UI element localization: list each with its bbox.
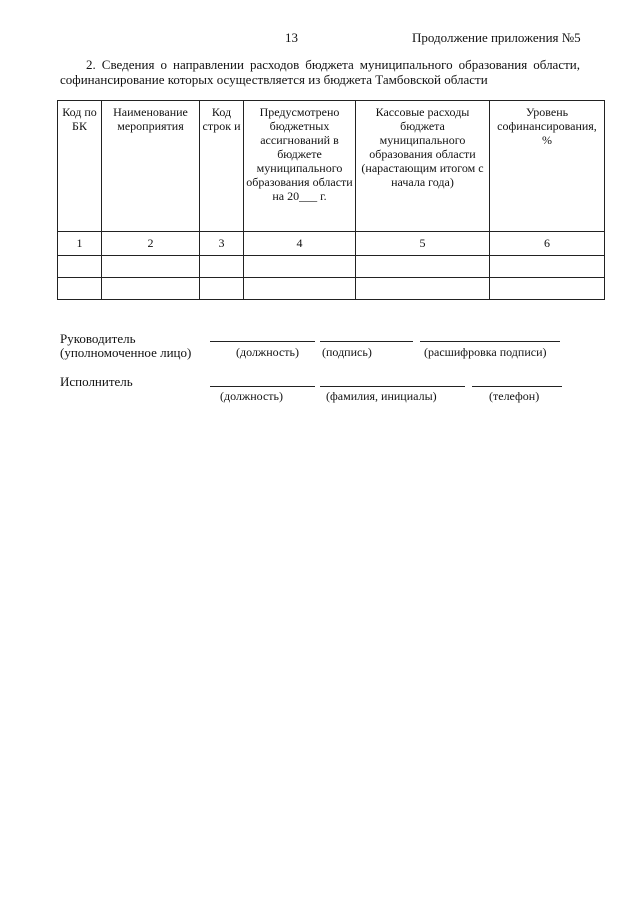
executor-name-line[interactable] bbox=[320, 386, 465, 387]
table-cell[interactable] bbox=[102, 256, 200, 278]
head-label: Руководитель bbox=[60, 331, 136, 346]
table-header-row bbox=[58, 101, 605, 232]
executor-name-caption: (фамилия, инициалы) bbox=[326, 389, 437, 403]
executor-phone-caption: (телефон) bbox=[489, 389, 540, 403]
head-signature-line[interactable] bbox=[320, 341, 413, 342]
table-row bbox=[58, 232, 605, 256]
header-cash-expenses: Кассовые расходы бюджета муниципального образования области (нарастающим итогом с начала года) bbox=[356, 101, 490, 232]
header-cofinancing-level: Уровень софинансирования, % bbox=[490, 101, 605, 232]
table-row bbox=[58, 278, 605, 300]
section-title-line-1: 2. Сведения о направлении расходов бюджета муниципального образования области, bbox=[86, 57, 580, 72]
column-number: 2 bbox=[102, 232, 200, 256]
table-cell[interactable] bbox=[490, 256, 605, 278]
column-number: 1 bbox=[58, 232, 102, 256]
table-cell[interactable] bbox=[58, 256, 102, 278]
column-number: 6 bbox=[490, 232, 605, 256]
table-row bbox=[58, 256, 605, 278]
section-title bbox=[60, 57, 580, 87]
head-position-line[interactable] bbox=[210, 341, 315, 342]
table-cell[interactable] bbox=[244, 256, 356, 278]
column-number: 4 bbox=[244, 232, 356, 256]
header-row-code: Код строк и bbox=[200, 101, 244, 232]
table-cell[interactable] bbox=[356, 256, 490, 278]
executor-position-caption: (должность) bbox=[220, 389, 283, 403]
table-cell[interactable] bbox=[200, 278, 244, 300]
executor-position-line[interactable] bbox=[210, 386, 315, 387]
column-number: 5 bbox=[356, 232, 490, 256]
continuation-heading: Продолжение приложения №5 bbox=[412, 30, 581, 45]
column-number: 3 bbox=[200, 232, 244, 256]
section-title-line-2: софинансирование которых осуществляется из бюджета Тамбовской области bbox=[60, 72, 488, 87]
head-position-caption: (должность) bbox=[236, 345, 299, 359]
head-signature-caption: (подпись) bbox=[322, 345, 372, 359]
table-cell[interactable] bbox=[244, 278, 356, 300]
executor-phone-line[interactable] bbox=[472, 386, 562, 387]
header-event-name: Наименование мероприятия bbox=[102, 101, 200, 232]
authorized-person-label: (уполномоченное лицо) bbox=[60, 345, 192, 360]
head-decoding-caption: (расшифровка подписи) bbox=[424, 345, 547, 359]
head-decoding-line[interactable] bbox=[420, 341, 560, 342]
table-cell[interactable] bbox=[58, 278, 102, 300]
table-cell[interactable] bbox=[102, 278, 200, 300]
table-cell[interactable] bbox=[356, 278, 490, 300]
table-cell[interactable] bbox=[490, 278, 605, 300]
header-budget-allocations: Предусмотрено бюджетных ассигнований в бюджете муниципального образования области на 20___ г. bbox=[244, 101, 356, 232]
table-cell[interactable] bbox=[200, 256, 244, 278]
page-number: 13 bbox=[285, 30, 298, 45]
budget-table bbox=[57, 100, 605, 300]
executor-label: Исполнитель bbox=[60, 374, 133, 389]
header-kbk: Код по БК bbox=[58, 101, 102, 232]
